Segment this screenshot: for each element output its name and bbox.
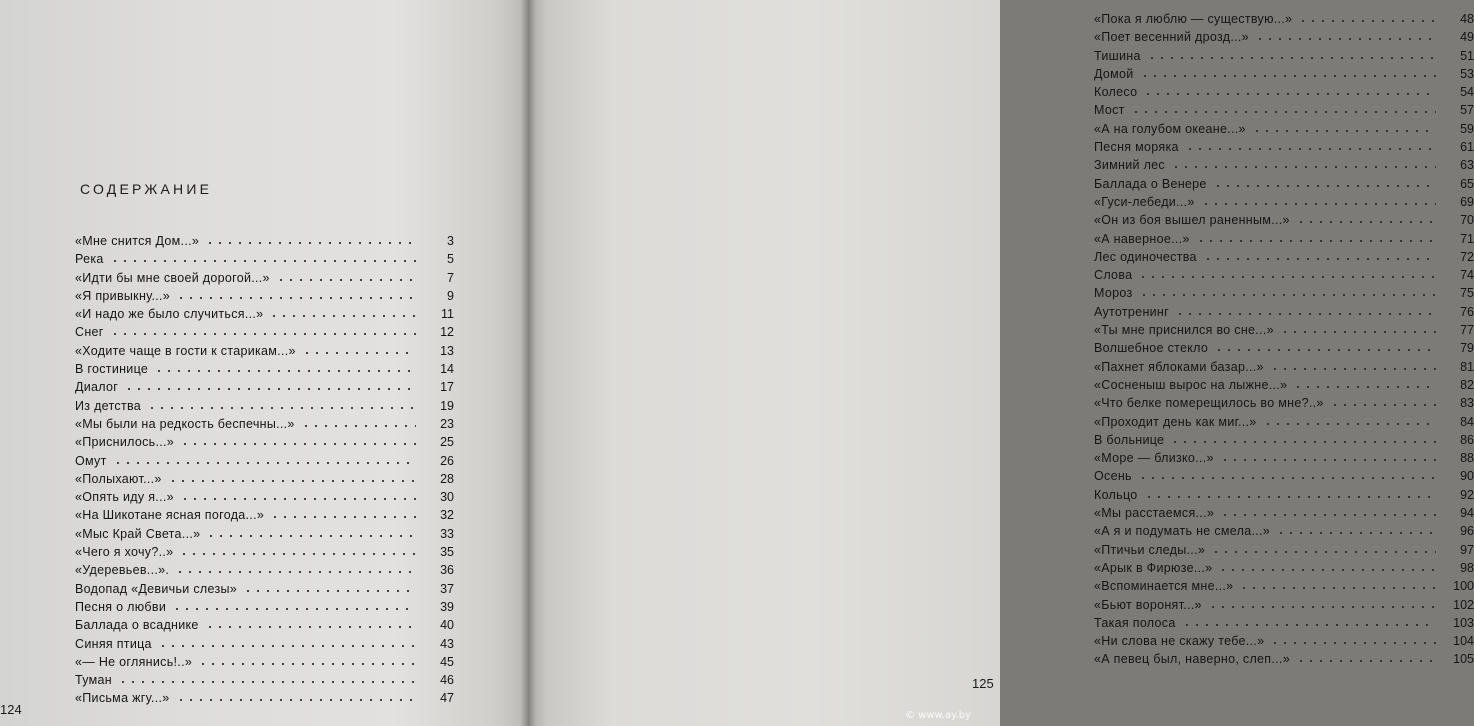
- toc-entry-page: 47: [440, 691, 454, 706]
- dot-leader: [301, 415, 416, 429]
- toc-entry-title: «Опять иду я...»: [75, 490, 174, 505]
- toc-entry-page: 92: [1460, 487, 1474, 502]
- toc-entry: [1094, 283, 1474, 301]
- toc-entry-page: 75: [1460, 286, 1474, 301]
- toc-entry-title: Песня моряка: [1094, 140, 1179, 155]
- toc-entry: [1094, 448, 1474, 466]
- dot-leader: [198, 653, 416, 667]
- toc-entry-page: 3: [447, 234, 454, 248]
- toc-entry-page: 88: [1460, 451, 1474, 466]
- toc-entry-page: 63: [1460, 158, 1474, 173]
- toc-entry-title: Мороз: [1094, 286, 1133, 301]
- toc-entry: [1094, 27, 1474, 45]
- dot-leader: [1144, 486, 1436, 500]
- toc-entry-title: Синяя птица: [75, 636, 152, 651]
- contents-heading: СОДЕРЖАНИЕ: [80, 181, 213, 197]
- dot-leader: [1170, 431, 1436, 445]
- toc-entry-title: Тишина: [1094, 48, 1141, 63]
- toc-entry-title: «Арык в Фирюзе...»: [1094, 560, 1213, 575]
- toc-entry: [75, 469, 454, 487]
- watermark: © www.ay.by: [905, 710, 972, 721]
- dot-leader: [1211, 541, 1436, 555]
- toc-entry-title: Водопад «Девичьи слезы»: [75, 581, 238, 596]
- toc-entry-page: 32: [440, 508, 454, 523]
- toc-entry: [1094, 558, 1474, 576]
- toc-entry-title: «Поет весенний дрозд...»: [1094, 30, 1249, 45]
- toc-entry-title: «Я привыкну...»: [75, 288, 171, 303]
- toc-entry-page: 51: [1460, 48, 1474, 63]
- toc-entry: [75, 451, 454, 469]
- toc-entry-title: «Мы расстаемся...»: [1094, 506, 1215, 521]
- toc-entry: [1094, 357, 1474, 375]
- dot-leader: [302, 342, 416, 356]
- dot-leader: [175, 561, 416, 575]
- toc-entry-page: 46: [440, 673, 454, 688]
- dot-leader: [1220, 504, 1436, 518]
- toc-entry: [1094, 247, 1474, 265]
- toc-entry: [1094, 393, 1474, 411]
- toc-entry: [1094, 210, 1474, 228]
- toc-entry-page: 76: [1460, 304, 1474, 319]
- toc-entry: [75, 249, 454, 267]
- dot-leader: [1147, 47, 1436, 61]
- toc-entry-page: 83: [1460, 396, 1474, 411]
- right-page: [528, 0, 1474, 726]
- toc-entry-title: «Приснилось...»: [75, 435, 175, 450]
- toc-entry: [75, 688, 454, 706]
- toc-entry-page: 100: [1453, 579, 1474, 594]
- toc-entry-title: «Удеревьев...».: [75, 563, 170, 578]
- dot-leader: [147, 397, 416, 411]
- dot-leader: [110, 250, 416, 264]
- toc-entry-page: 39: [440, 599, 454, 614]
- dot-leader: [1270, 632, 1436, 646]
- dot-leader: [1171, 156, 1436, 170]
- toc-entry: [1094, 503, 1474, 521]
- dot-leader: [176, 287, 416, 301]
- dot-leader: [179, 543, 416, 557]
- dot-leader: [1296, 650, 1436, 664]
- dot-leader: [1280, 321, 1436, 335]
- dot-leader: [1270, 358, 1436, 372]
- toc-entry: [1094, 576, 1474, 594]
- dot-leader: [1138, 266, 1436, 280]
- toc-entry: [75, 304, 454, 322]
- dot-leader: [1296, 211, 1436, 225]
- toc-entry: [1094, 82, 1474, 100]
- toc-entry-page: 96: [1460, 524, 1474, 539]
- toc-entry-title: «Мне снится Дом...»: [75, 234, 200, 248]
- toc-entry-page: 82: [1460, 377, 1474, 392]
- toc-entry: [75, 432, 454, 450]
- toc-entry-title: Колесо: [1094, 85, 1138, 100]
- toc-entry-page: 48: [1460, 12, 1474, 26]
- toc-entry-page: 43: [440, 636, 454, 651]
- toc-entry-title: Омут: [75, 453, 107, 468]
- toc-entry: [1094, 155, 1474, 173]
- contents-list-left: [75, 231, 454, 707]
- dot-leader: [1138, 467, 1436, 481]
- dot-leader: [1276, 522, 1436, 536]
- toc-entry: [1094, 430, 1474, 448]
- toc-entry-title: «Ходите чаще в гости к старикам...»: [75, 343, 296, 358]
- toc-entry-title: «Пока я люблю — существую...»: [1094, 12, 1293, 26]
- toc-entry: [1094, 320, 1474, 338]
- dot-leader: [206, 525, 416, 539]
- toc-entry-title: «А певец был, наверно, слеп...»: [1094, 652, 1290, 667]
- book-spine-shadow: [520, 0, 536, 726]
- toc-entry: [1094, 631, 1474, 649]
- dot-leader: [1298, 10, 1436, 24]
- dot-leader: [1263, 413, 1436, 427]
- toc-entry: [75, 414, 454, 432]
- toc-entry-page: 57: [1460, 103, 1474, 118]
- toc-entry: [1094, 412, 1474, 430]
- toc-entry-page: 13: [440, 343, 454, 358]
- toc-entry: [1094, 540, 1474, 558]
- toc-entry-title: «Идти бы мне своей дорогой...»: [75, 270, 270, 285]
- toc-entry-page: 72: [1460, 249, 1474, 264]
- toc-entry-page: 98: [1460, 560, 1474, 575]
- dot-leader: [1213, 175, 1436, 189]
- dot-leader: [269, 305, 416, 319]
- toc-entry-page: 54: [1460, 85, 1474, 100]
- toc-entry-page: 97: [1460, 542, 1474, 557]
- toc-entry-title: Баллада о Венере: [1094, 176, 1207, 191]
- toc-entry: [1094, 649, 1474, 667]
- toc-entry: [1094, 174, 1474, 192]
- dot-leader: [176, 689, 417, 703]
- toc-entry-title: «Ты мне приснился во сне...»: [1094, 323, 1274, 338]
- toc-entry-page: 5: [447, 252, 454, 267]
- dot-leader: [172, 598, 416, 612]
- toc-entry-title: Лес одиночества: [1094, 249, 1197, 264]
- toc-entry-title: «Вспоминается мне...»: [1094, 579, 1234, 594]
- toc-entry-title: «Сосненыш вырос на лыжне...»: [1094, 377, 1288, 392]
- toc-entry-title: «Бьют воронят...»: [1094, 597, 1202, 612]
- toc-entry: [1094, 595, 1474, 613]
- toc-entry-page: 71: [1460, 231, 1474, 246]
- toc-entry-page: 40: [440, 618, 454, 633]
- dot-leader: [1196, 230, 1436, 244]
- toc-entry: [1094, 466, 1474, 484]
- toc-entry: [75, 652, 454, 670]
- toc-entry-title: «Море — близко...»: [1094, 451, 1214, 466]
- toc-entry: [1094, 64, 1474, 82]
- toc-entry: [75, 359, 454, 377]
- dot-leader: [1218, 559, 1436, 573]
- toc-entry-title: «— Не оглянись!..»: [75, 654, 193, 669]
- toc-entry-title: «Чего я хочу?..»: [75, 545, 174, 560]
- dot-leader: [1201, 193, 1436, 207]
- dot-leader: [205, 232, 416, 246]
- toc-entry-title: Из детства: [75, 398, 142, 413]
- left-page: [0, 0, 528, 726]
- toc-entry-page: 49: [1460, 30, 1474, 45]
- dot-leader: [243, 580, 416, 594]
- toc-entry-page: 45: [440, 654, 454, 669]
- dot-leader: [1214, 339, 1436, 353]
- dot-leader: [1252, 120, 1436, 134]
- dot-leader: [1131, 101, 1436, 115]
- toc-entry-title: Осень: [1094, 469, 1132, 484]
- toc-entry-page: 19: [440, 398, 454, 413]
- toc-entry: [1094, 229, 1474, 247]
- toc-entry: [75, 268, 454, 286]
- toc-entry-title: Зимний лес: [1094, 158, 1165, 173]
- page-number-left: 124: [0, 702, 22, 717]
- toc-entry-title: «На Шикотане ясная погода...»: [75, 508, 265, 523]
- toc-entry-page: 59: [1460, 121, 1474, 136]
- dot-leader: [1182, 614, 1436, 628]
- toc-entry: [75, 597, 454, 615]
- toc-entry: [1094, 375, 1474, 393]
- toc-entry-title: «Гуси-лебеди...»: [1094, 194, 1195, 209]
- toc-entry-title: Слова: [1094, 268, 1133, 283]
- toc-entry-title: «А на голубом океане...»: [1094, 121, 1246, 136]
- dot-leader: [1143, 83, 1436, 97]
- toc-entry: [75, 615, 454, 633]
- toc-entry-page: 104: [1453, 634, 1474, 649]
- toc-entry-title: «Что белке померещилось во мне?..»: [1094, 396, 1324, 411]
- toc-entry: [75, 231, 454, 249]
- toc-entry-page: 26: [440, 453, 454, 468]
- toc-entry-title: «Мы были на редкость беспечны...»: [75, 416, 295, 431]
- toc-entry: [75, 524, 454, 542]
- page-number-right: 125: [972, 676, 994, 691]
- toc-entry-page: 77: [1460, 323, 1474, 338]
- toc-entry-title: Баллада о всаднике: [75, 618, 199, 633]
- dot-leader: [1255, 28, 1436, 42]
- toc-entry-page: 17: [440, 380, 454, 395]
- toc-entry: [1094, 302, 1474, 320]
- toc-entry-title: «Письма жгу...»: [75, 691, 170, 706]
- toc-entry: [75, 377, 454, 395]
- toc-entry-title: «Полыхают...»: [75, 471, 162, 486]
- dot-leader: [1293, 376, 1436, 390]
- toc-entry-title: «Пахнет яблоками базар...»: [1094, 359, 1264, 374]
- dot-leader: [1330, 394, 1436, 408]
- toc-entry: [1094, 9, 1474, 27]
- toc-entry-page: 102: [1453, 597, 1474, 612]
- toc-entry-title: Мост: [1094, 103, 1125, 118]
- toc-entry-title: В больнице: [1094, 432, 1165, 447]
- dot-leader: [205, 616, 416, 630]
- dot-leader: [158, 635, 416, 649]
- toc-entry-page: 35: [440, 545, 454, 560]
- toc-entry-title: Волшебное стекло: [1094, 341, 1209, 356]
- toc-entry-title: Домой: [1094, 66, 1134, 81]
- toc-entry-title: Диалог: [75, 380, 119, 395]
- dot-leader: [1220, 449, 1436, 463]
- toc-entry-page: 7: [447, 270, 454, 285]
- toc-entry-title: «И надо же было случиться...»: [75, 307, 264, 322]
- dot-leader: [180, 433, 416, 447]
- dot-leader: [1139, 284, 1437, 298]
- toc-entry: [75, 670, 454, 688]
- toc-entry: [1094, 46, 1474, 64]
- dot-leader: [124, 378, 416, 392]
- dot-leader: [118, 671, 416, 685]
- toc-entry: [1094, 265, 1474, 283]
- toc-entry-title: «Мыс Край Света...»: [75, 526, 201, 541]
- toc-entry-title: «Проходит день как миг...»: [1094, 414, 1257, 429]
- toc-entry-title: Песня о любви: [75, 599, 167, 614]
- dot-leader: [1185, 138, 1436, 152]
- toc-entry: [75, 396, 454, 414]
- toc-entry-title: «Птичьи следы...»: [1094, 542, 1206, 557]
- dot-leader: [270, 506, 416, 520]
- toc-entry-page: 81: [1460, 359, 1474, 374]
- toc-entry-page: 37: [440, 581, 454, 596]
- toc-entry-page: 70: [1460, 213, 1474, 228]
- toc-entry-page: 61: [1460, 140, 1474, 155]
- toc-entry: [75, 286, 454, 304]
- toc-entry-title: Снег: [75, 325, 104, 340]
- toc-entry: [1094, 338, 1474, 356]
- toc-entry: [75, 634, 454, 652]
- toc-entry-page: 86: [1460, 432, 1474, 447]
- toc-entry-page: 36: [440, 563, 454, 578]
- toc-entry: [1094, 137, 1474, 155]
- toc-entry-page: 30: [440, 490, 454, 505]
- toc-entry: [75, 579, 454, 597]
- toc-entry-page: 11: [441, 307, 454, 322]
- dot-leader: [1203, 248, 1436, 262]
- toc-entry-page: 65: [1460, 176, 1474, 191]
- toc-entry-page: 25: [440, 435, 454, 450]
- toc-entry-page: 53: [1460, 66, 1474, 81]
- dot-leader: [110, 323, 416, 337]
- toc-entry-title: «Ни слова не скажу тебе...»: [1094, 634, 1265, 649]
- toc-entry-title: «А я и подумать не смела...»: [1094, 524, 1271, 539]
- toc-entry: [75, 341, 454, 359]
- toc-entry: [75, 322, 454, 340]
- toc-entry: [75, 542, 454, 560]
- toc-entry-page: 84: [1460, 414, 1474, 429]
- toc-entry-page: 103: [1453, 615, 1474, 630]
- toc-entry-title: В гостинице: [75, 362, 149, 377]
- toc-entry-page: 33: [440, 526, 454, 541]
- toc-entry: [1094, 192, 1474, 210]
- dot-leader: [1175, 303, 1436, 317]
- toc-entry: [1094, 613, 1474, 631]
- toc-entry-title: «А наверное...»: [1094, 231, 1190, 246]
- toc-entry: [75, 487, 454, 505]
- dot-leader: [1140, 65, 1436, 79]
- dot-leader: [168, 470, 416, 484]
- dot-leader: [154, 360, 416, 374]
- dot-leader: [180, 488, 416, 502]
- toc-entry-page: 14: [440, 362, 454, 377]
- contents-list-right: [1094, 9, 1474, 668]
- toc-entry-page: 94: [1460, 506, 1474, 521]
- toc-entry-title: Река: [75, 252, 104, 267]
- toc-entry: [1094, 521, 1474, 539]
- toc-entry-title: Такая полоса: [1094, 615, 1176, 630]
- toc-entry-page: 28: [440, 471, 454, 486]
- toc-entry-title: Туман: [75, 673, 112, 688]
- dot-leader: [113, 452, 416, 466]
- toc-entry: [1094, 485, 1474, 503]
- toc-entry: [1094, 119, 1474, 137]
- toc-entry: [1094, 100, 1474, 118]
- toc-entry-page: 105: [1453, 652, 1474, 667]
- toc-entry-title: «Он из боя вышел раненным...»: [1094, 213, 1290, 228]
- dot-leader: [276, 269, 416, 283]
- toc-entry-title: Аутотренинг: [1094, 304, 1169, 319]
- toc-entry-page: 9: [447, 288, 454, 303]
- toc-entry-page: 74: [1460, 268, 1474, 283]
- dot-leader: [1208, 596, 1436, 610]
- toc-entry-page: 90: [1460, 469, 1474, 484]
- toc-entry-page: 69: [1460, 194, 1474, 209]
- toc-entry: [75, 505, 454, 523]
- toc-entry: [75, 560, 454, 578]
- toc-entry-page: 79: [1460, 341, 1474, 356]
- toc-entry-page: 23: [440, 416, 454, 431]
- toc-entry-title: Кольцо: [1094, 487, 1138, 502]
- toc-entry-page: 12: [440, 325, 454, 340]
- dot-leader: [1239, 577, 1436, 591]
